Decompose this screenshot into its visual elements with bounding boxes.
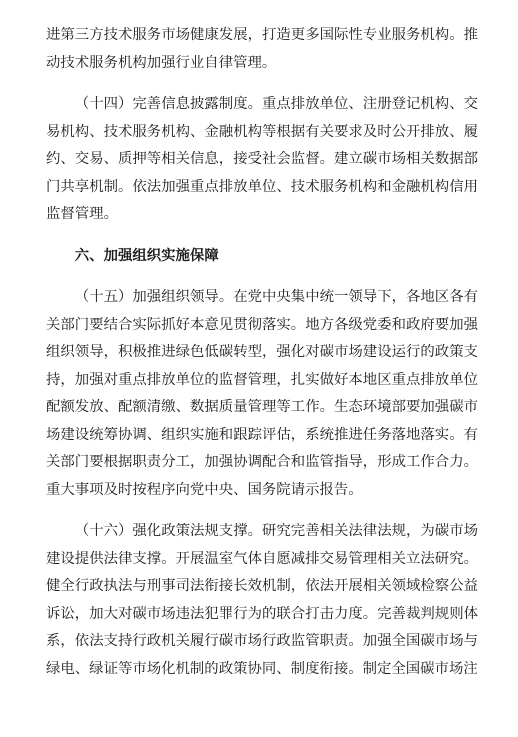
paragraph-gap: [46, 504, 478, 518]
paragraph-15: （十五）加强组织领导。在党中央集中统一领导下，各地区各有关部门要结合实际抓好本意见贯彻落实。地方各级党委和政府要加强组织领导，积极推进绿色低碳转型，强化对碳市场建设运行的政策支持，加强对重点排放单位的监督管理，扎实做好本地区重点排放单位配额发放、配额清缴、数据质量管理等工作。生态环境部要加强碳市场建设统筹协调、组织实施和跟踪评估，系统推进任务落地落实。有关部门要根据职责分工，加强协调配合和监管指导，形成工作合力。重大事项及时按程序向党中央、国务院请示报告。: [46, 289, 478, 498]
document-page: [46, 22, 478, 683]
section-heading: 六、加强组织实施保障: [74, 247, 219, 264]
paragraph-gap: [46, 229, 478, 243]
paragraph-16: （十六）强化政策法规支撑。研究完善相关法律法规，为碳市场建设提供法律支撑。开展温室气体自愿减排交易管理相关立法研究。健全行政执法与刑事司法衔接长效机制，依法开展相关领域检察公益诉讼，加大对碳市场违法犯罪行为的联合打击力度。完善裁判规则体系，依法支持行政机关履行碳市场行政监管职责。加强全国碳市场与绿电、绿证等市场化机制的政策协同、制度衔接。制定全国碳市场注: [46, 523, 478, 677]
paragraph-gap: [46, 270, 478, 284]
paragraph-continuation: 进第三方技术服务市场健康发展，打造更多国际性专业服务机构。推动技术服务机构加强行业自律管理。: [46, 27, 478, 71]
paragraph-14: （十四）完善信息披露制度。重点排放单位、注册登记机构、交易机构、技术服务机构、金融机构等根据有关要求及时公开排放、履约、交易、质押等相关信息，接受社会监督。建立碳市场相关数据部门共享机制。依法加强重点排放单位、技术服务机构和金融机构信用监督管理。: [46, 96, 478, 222]
paragraph-gap: [46, 77, 478, 91]
